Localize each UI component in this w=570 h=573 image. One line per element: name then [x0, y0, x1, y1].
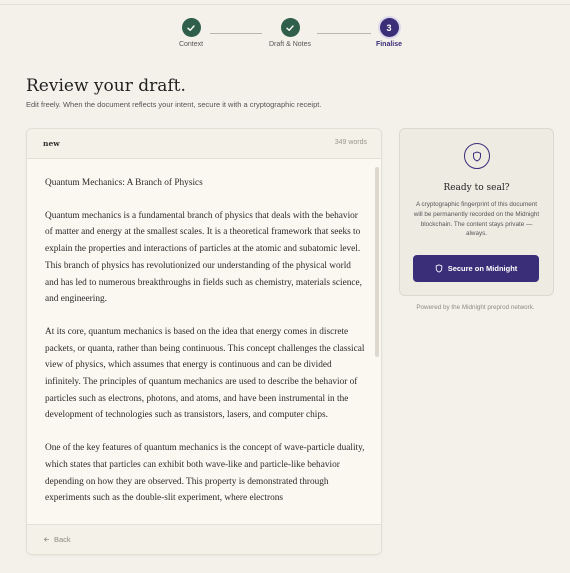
step-finalise[interactable] [354, 18, 424, 48]
secure-on-midnight-button[interactable] [413, 255, 539, 282]
powered-by-note: Powered by the Midnight preprod network. [416, 304, 535, 311]
back-label: Back [54, 535, 71, 544]
page-subtitle: Edit freely. When the document reflects your intent, secure it with a cryptographic receipt. [26, 100, 322, 109]
seal-title: Ready to seal? [443, 183, 510, 193]
editor-header [27, 129, 381, 159]
check-icon [285, 23, 295, 33]
draft-name: new [43, 139, 60, 148]
seal-description: A cryptographic fingerprint of this document will be permanently recorded on the Midnight blockchain. The content stays private — always. [413, 201, 540, 238]
draft-editor [26, 128, 382, 555]
document-paragraph: One of the key features of quantum mechanics is the concept of wave-particle duality, which states that particles can exhibit both wave-like and particle-like behavior depending on how they are observed. This property is demonstrated through experiments such as the double-slit experiment, where electrons [45, 443, 365, 504]
step-label: Context [178, 41, 204, 48]
secure-button-label: Secure on Midnight [447, 264, 518, 273]
seal-panel [399, 128, 554, 296]
step-done-indicator [281, 18, 300, 37]
back-button[interactable] [43, 535, 71, 544]
arrow-left-icon [43, 536, 50, 543]
step-label: Draft & Notes [268, 41, 311, 48]
page-title: Review your draft. [26, 76, 186, 96]
check-icon [186, 23, 196, 33]
editor-footer [27, 524, 381, 554]
shield-icon [472, 151, 482, 162]
step-done-indicator [182, 18, 201, 37]
step-number-indicator: 3 [380, 18, 399, 37]
scrollbar-thumb[interactable] [375, 167, 379, 357]
progress-stepper [0, 18, 570, 58]
seal-icon-badge [464, 143, 490, 169]
document-paragraph: Quantum mechanics is a fundamental branch of physics that deals with the behavior of matter and energy at the smallest scales. It is a theoretical framework that seeks to explain the properties and interactions of particles at the atomic and subatomic level. This branch of physics has revolutionized our understanding of the physical world and has led to numerous breakthroughs in fields such as chemistry, materials science, and engineering. [45, 210, 362, 305]
step-label: Finalise [375, 41, 403, 48]
document-title: Quantum Mechanics: A Branch of Physics [45, 178, 203, 188]
document-paragraph: At its core, quantum mechanics is based on the idea that energy comes in discrete packets, or quanta, rather than being continuous. This concept challenges the classical view of physics, which assumes that energy is continuous and can be divided infinitely. The principles of quantum mechanics are used to describe the behavior of particles such as electrons, photons, and atoms, and have been instrumental in the development of technologies such as transistors, lasers, and computer chips. [45, 326, 365, 421]
top-divider [0, 4, 570, 5]
document-text-area[interactable] [45, 175, 365, 523]
shield-icon [435, 264, 443, 273]
word-count: 349 words [334, 139, 367, 146]
editor-scrollbar[interactable] [375, 163, 379, 521]
step-draft-notes[interactable] [255, 18, 325, 48]
